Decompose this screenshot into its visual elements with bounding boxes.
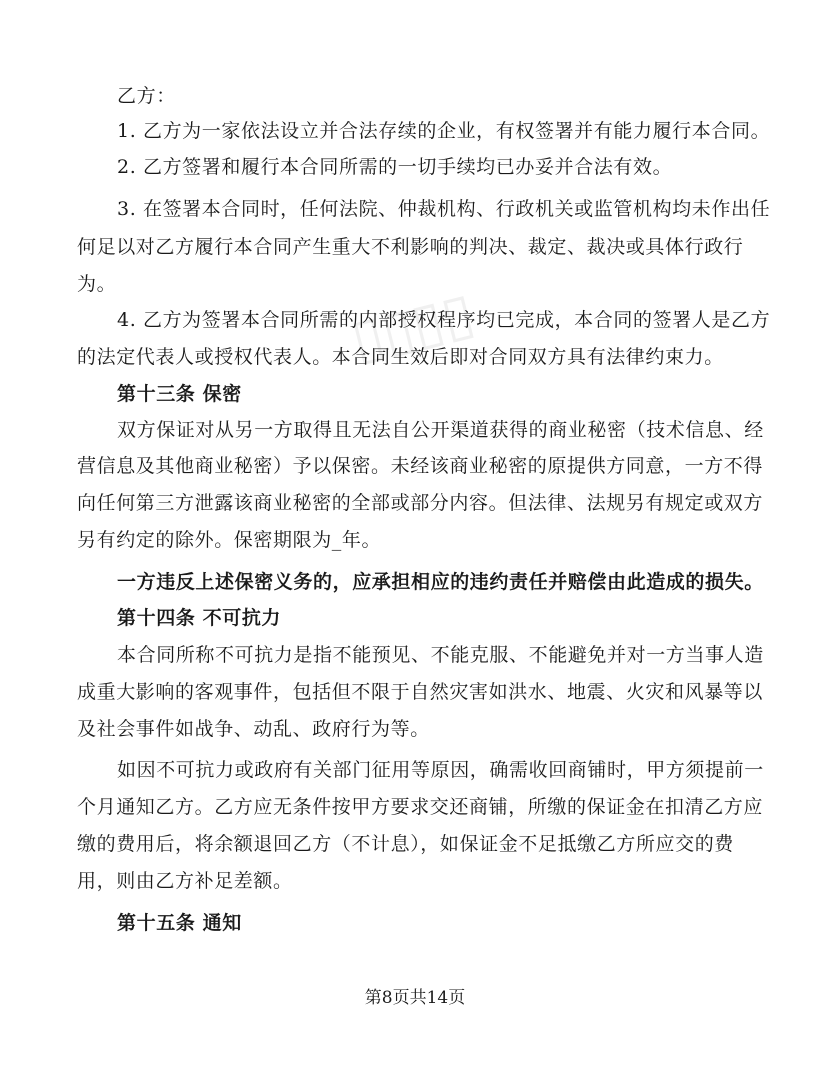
clause-b3-line2: 何足以对乙方履行本合同产生重大不利影响的判决、裁定、裁决或具体行政行 <box>77 236 744 258</box>
page-number-footer: 第8页共14页 <box>364 988 466 1008</box>
article-14-p1-line3: 及社会事件如战争、动乱、政府行为等。 <box>77 718 430 740</box>
clause-b1: 1. 乙方为一家依法设立并合法存续的企业，有权签署并有能力履行本合同。 <box>117 120 771 142</box>
party-b-label: 乙方： <box>117 85 176 107</box>
article-14-p2-line1: 如因不可抗力或政府有关部门征用等原因，确需收回商铺时，甲方须提前一 <box>117 759 764 781</box>
article-13-p2: 一方违反上述保密义务的，应承担相应的违约责任并赔偿由此造成的损失。 <box>117 571 764 593</box>
article-15-heading: 第十五条 通知 <box>117 912 242 934</box>
article-13-heading: 第十三条 保密 <box>117 383 242 405</box>
article-14-p2-line2: 个月通知乙方。乙方应无条件按甲方要求交还商铺，所缴的保证金在扣清乙方应 <box>77 796 764 818</box>
svg-text:▯▯▯▯: ▯▯▯▯ <box>344 280 481 374</box>
article-14-p2-line3: 缴的费用后，将余额退回乙方（不计息），如保证金不足抵缴乙方所应交的费 <box>77 833 734 855</box>
article-13-p1-line3: 向任何第三方泄露该商业秘密的全部或部分内容。但法律、法规另有规定或双方 <box>77 492 764 514</box>
clause-b2: 2. 乙方签署和履行本合同所需的一切手续均已办妥并合法有效。 <box>117 156 673 178</box>
article-14-heading: 第十四条 不可抗力 <box>117 607 282 629</box>
article-13-p1-line2: 营信息及其他商业秘密）予以保密。未经该商业秘密的原提供方同意，一方不得 <box>77 455 764 477</box>
clause-b4-line1: 4. 乙方为签署本合同所需的内部授权程序均已完成，本合同的签署人是乙方 <box>117 309 771 331</box>
clause-b3-line1: 3. 在签署本合同时，任何法院、仲裁机构、行政机关或监管机构均未作出任 <box>117 198 771 220</box>
article-13-p1-line1: 双方保证对从另一方取得且无法自公开渠道获得的商业秘密（技术信息、经 <box>117 419 764 441</box>
article-14-p2-line4: 用，则由乙方补足差额。 <box>77 870 293 892</box>
article-14-p1-line2: 成重大影响的客观事件，包括但不限于自然灾害如洪水、地震、火灾和风暴等以 <box>77 681 764 703</box>
clause-b4-line2: 的法定代表人或授权代表人。本合同生效后即对合同双方具有法律约束力。 <box>77 346 724 368</box>
article-13-p1-line4: 另有约定的除外。保密期限为_年。 <box>77 529 382 551</box>
article-14-p1-line1: 本合同所称不可抗力是指不能预见、不能克服、不能避免并对一方当事人造 <box>117 644 764 666</box>
clause-b3-line3: 为。 <box>77 273 117 295</box>
